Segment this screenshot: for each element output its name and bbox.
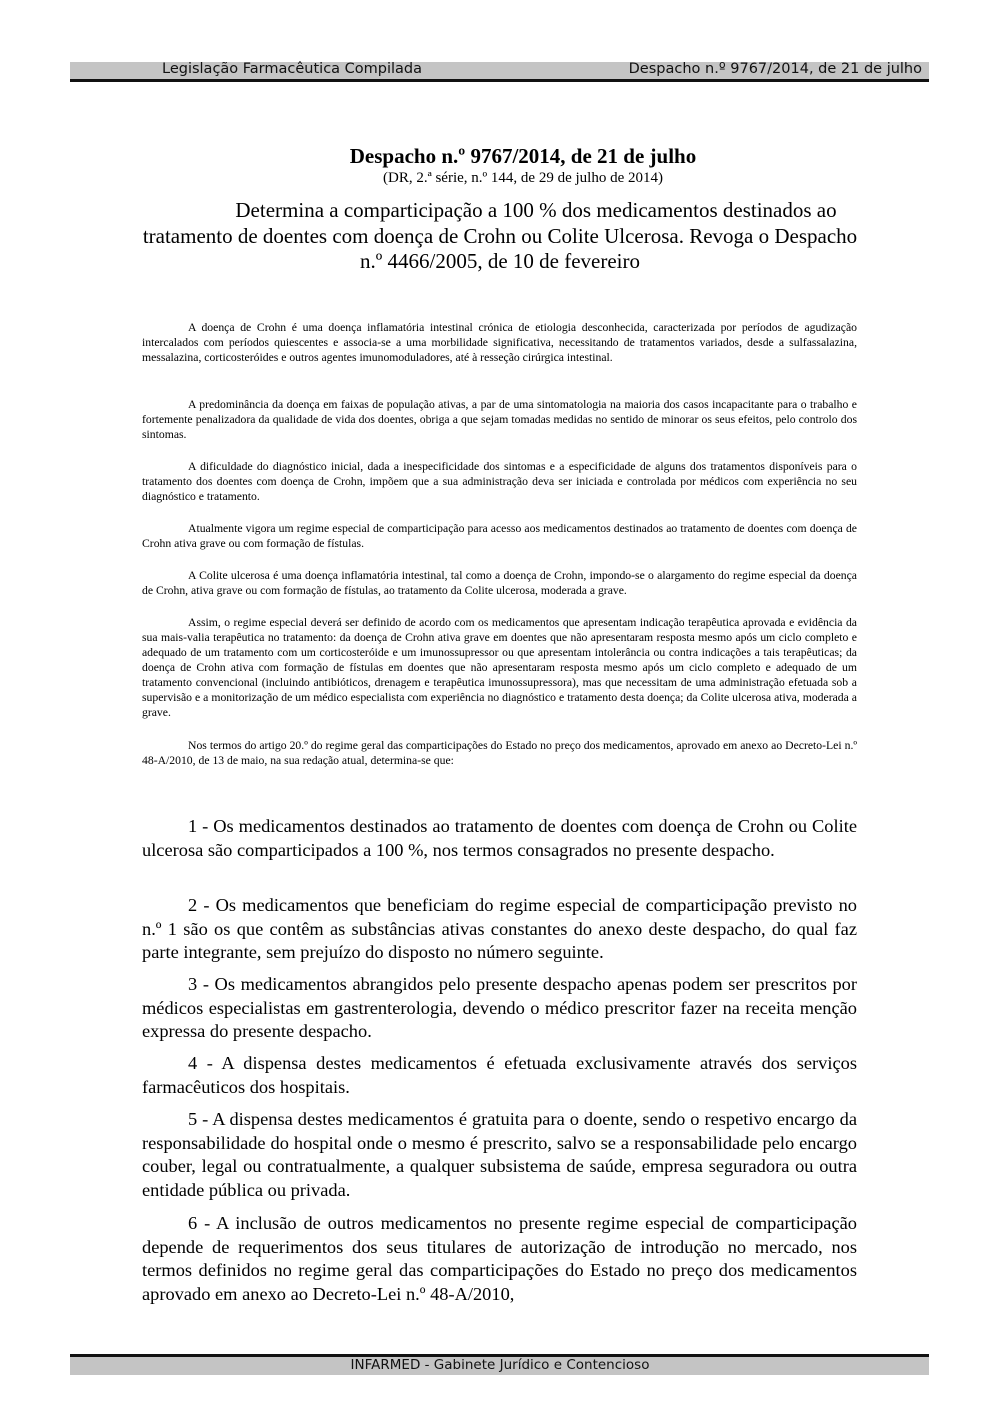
header-rule bbox=[70, 79, 929, 82]
preamble-paragraph-3: A dificuldade do diagnóstico inicial, dada a inespecificidade dos sintomas e a especificidade de alguns dos tratamentos disponíveis para o tratamento dos doentes com doença de Crohn, impõem que a sua administração deva ser iniciada e controlada por médicos com experiência no seu diagnóstico e tratamento. bbox=[142, 460, 857, 503]
header-publication-title: Legislação Farmacêutica Compilada bbox=[162, 61, 423, 77]
article-6: 6 - A inclusão de outros medicamentos no presente regime especial de comparticipação depende de requerimentos dos seus titulares de autorização de introdução no mercado, nos termos definidos no regime geral das comparticipações do Estado no preço dos medicamentos aprovado em anexo ao Decreto-Lei n.º 48-A/2010, bbox=[142, 1213, 857, 1305]
header-document-ref: Despacho n.º 9767/2014, de 21 de julho bbox=[628, 61, 922, 77]
preamble-paragraph-7: Nos termos do artigo 20.º do regime geral das comparticipações do Estado no preço dos medicamentos, aprovado em anexo ao Decreto-Lei n.º 48-A/2010, de 13 de maio, na sua redação atual, determina-se que: bbox=[142, 739, 857, 767]
article-1: 1 - Os medicamentos destinados ao tratamento de doentes com doença de Crohn ou Colite ulcerosa são comparticipados a 100 %, nos termos consagrados no presente despacho. bbox=[142, 816, 857, 860]
preamble-paragraph-2: A predominância da doença em faixas de população ativas, a par de uma sintomatologia na maioria dos casos incapacitante para o trabalho e fortemente penalizadora da qualidade de vida dos doentes, obriga a que sejam tomadas medidas no sentido de minorar os seus efeitos, pelo controlo dos sintomas. bbox=[142, 398, 857, 441]
preamble-paragraph-6: Assim, o regime especial deverá ser definido de acordo com os medicamentos que apresentam indicação terapêutica aprovada e evidência da sua mais-valia terapêutica no tratamento: da doença de Crohn ativa grave em doentes que não apresentaram resposta mesmo após um ciclo completo e adequado de um tratamento com um corticosteróide e um imunossupressor ou que apresentam intolerância ou contra indicações a tais terapêuticas; da doença de Crohn ativa com formação de fístulas em doentes que não apresentaram resposta mesmo após um ciclo completo e adequado de um tratamento convencional (incluindo antibióticos, drenagem e terapêutica imunossupressora), mas que necessitam de uma administração efetuada sob a supervisão e a monitorização de um médico especialista com experiência no diagnóstico e tratamento desta doença; da Colite ulcerosa ativa, moderada a grave. bbox=[142, 616, 857, 719]
article-2: 2 - Os medicamentos que beneficiam do regime especial de comparticipação previsto no n.º 1 são os que contêm as substâncias ativas constantes do anexo deste despacho, do qual faz parte integrante, sem prejuízo do disposto no número seguinte. bbox=[142, 895, 857, 963]
article-3: 3 - Os medicamentos abrangidos pelo presente despacho apenas podem ser prescritos por médicos especialistas em gastrenterologia, devendo o médico prescritor fazer na receita menção expressa do presente despacho. bbox=[142, 974, 857, 1042]
preamble-paragraph-5: A Colite ulcerosa é uma doença inflamatória intestinal, tal como a doença de Crohn, impondo-se o alargamento do regime especial da doença de Crohn, ativa grave ou com formação de fístulas, ao tratamento da Colite ulcerosa, moderada a grave. bbox=[142, 569, 857, 597]
footer-text: INFARMED - Gabinete Jurídico e Contencioso bbox=[350, 1357, 650, 1373]
document-summary: Determina a comparticipação a 100 % dos medicamentos destinados ao tratamento de doentes com doença de Crohn ou Colite Ulcerosa. Revoga o Despacho n.º 4466/2005, de 10 de fevereiro bbox=[142, 198, 858, 273]
preamble-paragraph-4: Atualmente vigora um regime especial de comparticipação para acesso aos medicamentos destinados ao tratamento de doentes com doença de Crohn ativa grave ou com formação de fístulas. bbox=[142, 522, 857, 550]
document-title: Despacho n.º 9767/2014, de 21 de julho bbox=[349, 144, 697, 168]
article-4: 4 - A dispensa destes medicamentos é efetuada exclusivamente através dos serviços farmacêuticos dos hospitais. bbox=[142, 1053, 857, 1097]
preamble-paragraph-1: A doença de Crohn é uma doença inflamatória intestinal crónica de etiologia desconhecida, caracterizada por períodos de agudização intercalados com períodos quiescentes e associa-se a uma morbilidade significativa, necessitando de tratamentos variados, desde a sulfassalazina, messalazina, corticosteróides e outros agentes imunomoduladores, até à resseção cirúrgica intestinal. bbox=[142, 321, 857, 364]
document-subtitle: (DR, 2.ª série, n.º 144, de 29 de julho de 2014) bbox=[383, 170, 663, 186]
article-5: 5 - A dispensa destes medicamentos é gratuita para o doente, sendo o respetivo encargo da responsabilidade do hospital onde o mesmo é prescrito, salvo se a responsabilidade pelo encargo couber, legal ou contratualmente, a qualquer subsistema de saúde, empresa seguradora ou outra entidade pública ou privada. bbox=[142, 1109, 857, 1201]
